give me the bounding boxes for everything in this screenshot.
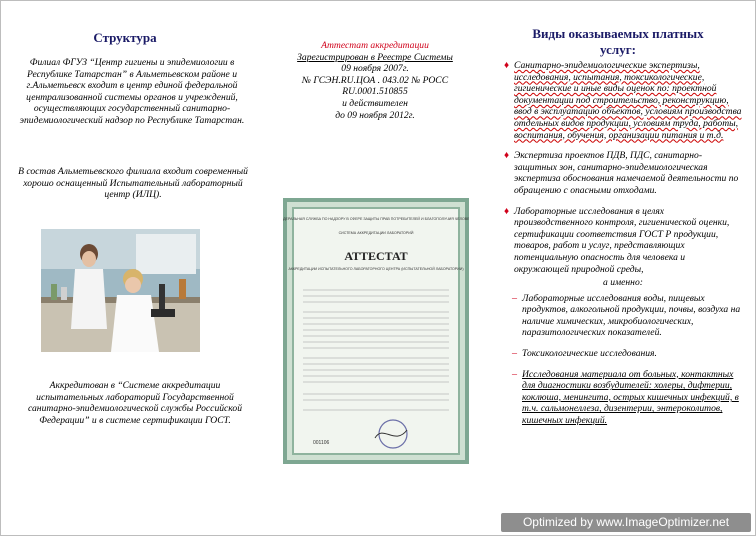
services-list: [504, 60, 742, 436]
diamond-bullet-icon: ♦: [504, 60, 510, 71]
certificate-subtitle: АККРЕДИТАЦИИ ИСПЫТАТЕЛЬНОГО ЛАБОРАТОРНОГО ЦЕНТРА (ИСПЫТАТЕЛЬНОЙ ЛАБОРАТОРИИ): [288, 267, 464, 271]
registration-date: 09 ноября 2007г.: [341, 63, 409, 75]
certificate-header: ФЕДЕРАЛЬНАЯ СЛУЖБА ПО НАДЗОРУ В СФЕРЕ ЗАЩИТЫ ПРАВ ПОТРЕБИТЕЛЕЙ И БЛАГОПОЛУЧИЯ ЧЕЛОВЕКА: [283, 217, 469, 221]
service-item: [504, 60, 742, 141]
sub-service-item: [512, 369, 742, 427]
left-title: Структура: [93, 30, 157, 45]
certificate-system: СИСТЕМА АККРЕДИТАЦИИ ЛАБОРАТОРИЙ: [338, 231, 414, 235]
dash-bullet-icon: –: [512, 292, 517, 304]
sub-service-item: [512, 293, 742, 339]
certificate-title: АТТЕСТАТ: [344, 249, 408, 263]
registered-line: Зарегистрирован в Реестре Системы: [297, 51, 453, 63]
laboratory-photo: [41, 229, 200, 352]
accreditation-info: [275, 40, 475, 121]
sub-service-item: [512, 348, 742, 360]
watermark-banner: Optimized by www.ImageOptimizer.net: [501, 513, 751, 532]
sub-service-text: Токсикологические исследования.: [522, 348, 657, 360]
service-item: [504, 150, 742, 196]
accreditation-certificate-image: [283, 198, 469, 464]
registration-number: № ГСЭН.RU.ЦОА . 043.02 № РОСС: [301, 74, 449, 86]
dash-bullet-icon: –: [512, 368, 517, 380]
sub-service-text: Лабораторные исследования воды, пищевых продуктов, алкогольной продукции, почвы, воздуха на наличие химических, микробиологических, паразитологических показателей.: [522, 292, 741, 339]
service-item: [504, 206, 742, 276]
dash-bullet-icon: –: [512, 348, 517, 360]
accreditation-description: Аккредитован в “Системе аккредитации испытательных лабораторий Государственной санитарно-эпидемиологической службы Российской Федерации” и в системе сертификации ГОСТ.: [28, 380, 243, 426]
valid-until: до 09 ноября 2012г.: [335, 109, 415, 121]
certificate-number: 001106: [313, 440, 330, 446]
registration-number-cont: RU.0001.510855: [342, 86, 408, 98]
valid-label: и действителен: [342, 97, 408, 109]
diamond-bullet-icon: ♦: [504, 205, 510, 217]
namely-label: а именно:: [603, 277, 643, 289]
service-text: Экспертиза проектов ПДВ, ПДС, санитарно-защитных зон, санитарно-эпидемиологическая экспертиза обоснования намечаемой деятельности по обращению с опасными отходами.: [514, 150, 739, 196]
lab-center-description: В состав Альметьевского филиала входит современный хорошо оснащенный Испытательный лабораторный центр (ИЛЦ).: [18, 166, 248, 201]
accreditation-heading: Аттестат аккредитации: [321, 40, 429, 51]
service-text: Лабораторные исследования в целях производственного контроля, гигиенической оценки, сертификации соответствия ГОСТ Р продукции, товаров, работ и услуг, представляющих потенциальную опасность для человека и окружающей природной среды,: [514, 205, 730, 275]
service-text: Санитарно-эпидемиологические экспертизы, исследования, испытания, токсикологические, гигиенические и иные виды оценок по: проектной документации под строительство, реконструкцию, ввод в эксплуатацию объектов, условиям производства отдельных видов продукции, условиям труда, работы, воспитания, обучения, организации питания и т.д.: [514, 60, 742, 141]
branch-description: Филиал ФГУЗ “Центр гигиены и эпидемиологии в Республике Татарстан” в Альметьевском районе и г.Альметьевск входит в центр единой федеральной централизованной системы органов и учреждений, осуществляющих государственный санитарно-эпидемиологический надзор по Республике Татарстан.: [19, 57, 245, 126]
sub-service-text: Исследования материала от больных, контактных для диагностики возбудителей: холеры, дифтерии, коклюша, менингита, острых кишечных инфекций, в т.ч. сальмонеллеза, дизентерии, энтероколитов, кишечных инфекций.: [522, 368, 739, 427]
diamond-bullet-icon: ♦: [504, 150, 510, 162]
services-title: Виды оказываемых платных услуг:: [532, 26, 704, 57]
